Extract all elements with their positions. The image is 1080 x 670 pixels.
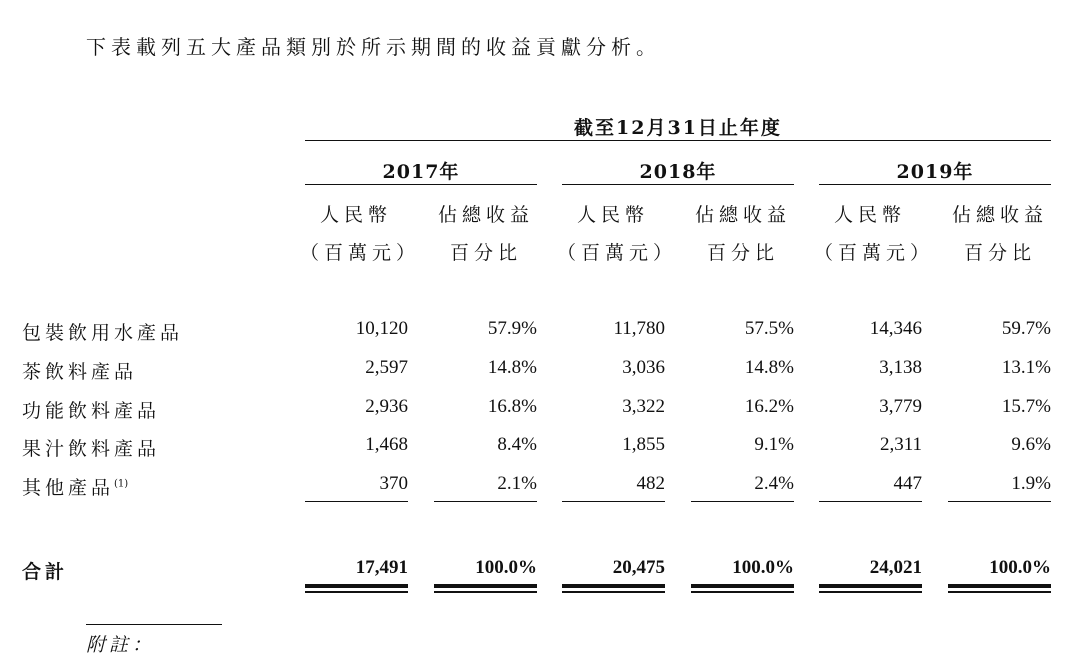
table-cell: 447 — [893, 473, 922, 494]
table-cell: 14.8% — [487, 357, 537, 378]
table-cell: 9.6% — [1011, 434, 1051, 455]
table-cell: 1,855 — [622, 434, 665, 455]
footnote-rule — [86, 624, 222, 625]
subtotal-rule — [562, 501, 665, 502]
subtotal-rule — [691, 501, 794, 502]
table-cell: 2,936 — [365, 396, 408, 417]
table-cell: 482 — [636, 473, 665, 494]
total-cell: 17,491 — [355, 557, 408, 578]
year-rule-2019 — [819, 184, 1051, 185]
table-cell: 13.1% — [1001, 357, 1051, 378]
table-cell: 59.7% — [1001, 318, 1051, 339]
table-cell: 14,346 — [869, 318, 922, 339]
subtotal-rule — [948, 501, 1051, 502]
year-rule-2018 — [562, 184, 794, 185]
table-cell: 57.9% — [487, 318, 537, 339]
table-cell: 15.7% — [1001, 396, 1051, 417]
table-cell: 8.4% — [497, 434, 537, 455]
table-cell: 2.1% — [497, 473, 537, 494]
row-label: 其他產品$^{(1)}$ — [22, 477, 129, 499]
table-cell: 1,468 — [365, 434, 408, 455]
table-cell: 3,036 — [622, 357, 665, 378]
table-cell: 3,138 — [879, 357, 922, 378]
col-header-amount-2019: 人民幣 （百萬元） — [814, 204, 935, 264]
table-cell: 2,311 — [879, 434, 922, 455]
footnote-label: 附註： — [86, 634, 156, 656]
table-cell: 9.1% — [754, 434, 794, 455]
table-cell: 10,120 — [355, 318, 408, 339]
table-cell: 2.4% — [754, 473, 794, 494]
table-cell: 370 — [379, 473, 408, 494]
table-cell: 1.9% — [1011, 473, 1051, 494]
col-header-amount-2018: 人民幣 （百萬元） — [557, 204, 678, 264]
subtotal-rule — [305, 501, 408, 502]
year-header-2019: 2019年 — [896, 161, 974, 183]
total-cell: 100.0% — [732, 557, 794, 578]
intro-text: 下表載列五大產品類別於所示期間的收益貢獻分析。 — [86, 35, 661, 59]
header-rule — [305, 140, 1051, 141]
col-header-pct-2019: 佔總收益 百分比 — [951, 204, 1048, 264]
col-header-amount-2017: 人民幣 （百萬元） — [300, 204, 421, 264]
table-cell: 2,597 — [365, 357, 408, 378]
total-cell: 24,021 — [869, 557, 922, 578]
subtotal-rule — [819, 501, 922, 502]
year-rule-2017 — [305, 184, 537, 185]
footnote-marker: (1) — [114, 478, 129, 490]
col-header-pct-2018: 佔總收益 百分比 — [694, 204, 791, 264]
period-header: 截至12月31日止年度 — [574, 117, 782, 139]
row-label: 包裝飲用水產品 — [22, 322, 184, 344]
col-header-pct-2017: 佔總收益 百分比 — [437, 204, 534, 264]
year-header-2018: 2018年 — [639, 161, 717, 183]
table-cell: 14.8% — [744, 357, 794, 378]
total-cell: 100.0% — [989, 557, 1051, 578]
table-cell: 3,322 — [622, 396, 665, 417]
year-header-2017: 2017年 — [382, 161, 460, 183]
table-cell: 57.5% — [744, 318, 794, 339]
table-cell: 3,779 — [879, 396, 922, 417]
table-cell: 11,780 — [613, 318, 665, 339]
row-label: 茶飲料產品 — [22, 361, 138, 383]
row-label: 功能飲料產品 — [22, 400, 161, 422]
table-cell: 16.2% — [744, 396, 794, 417]
total-label: 合計 — [22, 561, 69, 583]
total-cell: 20,475 — [612, 557, 665, 578]
subtotal-rule — [434, 501, 537, 502]
total-cell: 100.0% — [475, 557, 537, 578]
row-label: 果汁飲料產品 — [22, 438, 161, 460]
table-cell: 16.8% — [487, 396, 537, 417]
